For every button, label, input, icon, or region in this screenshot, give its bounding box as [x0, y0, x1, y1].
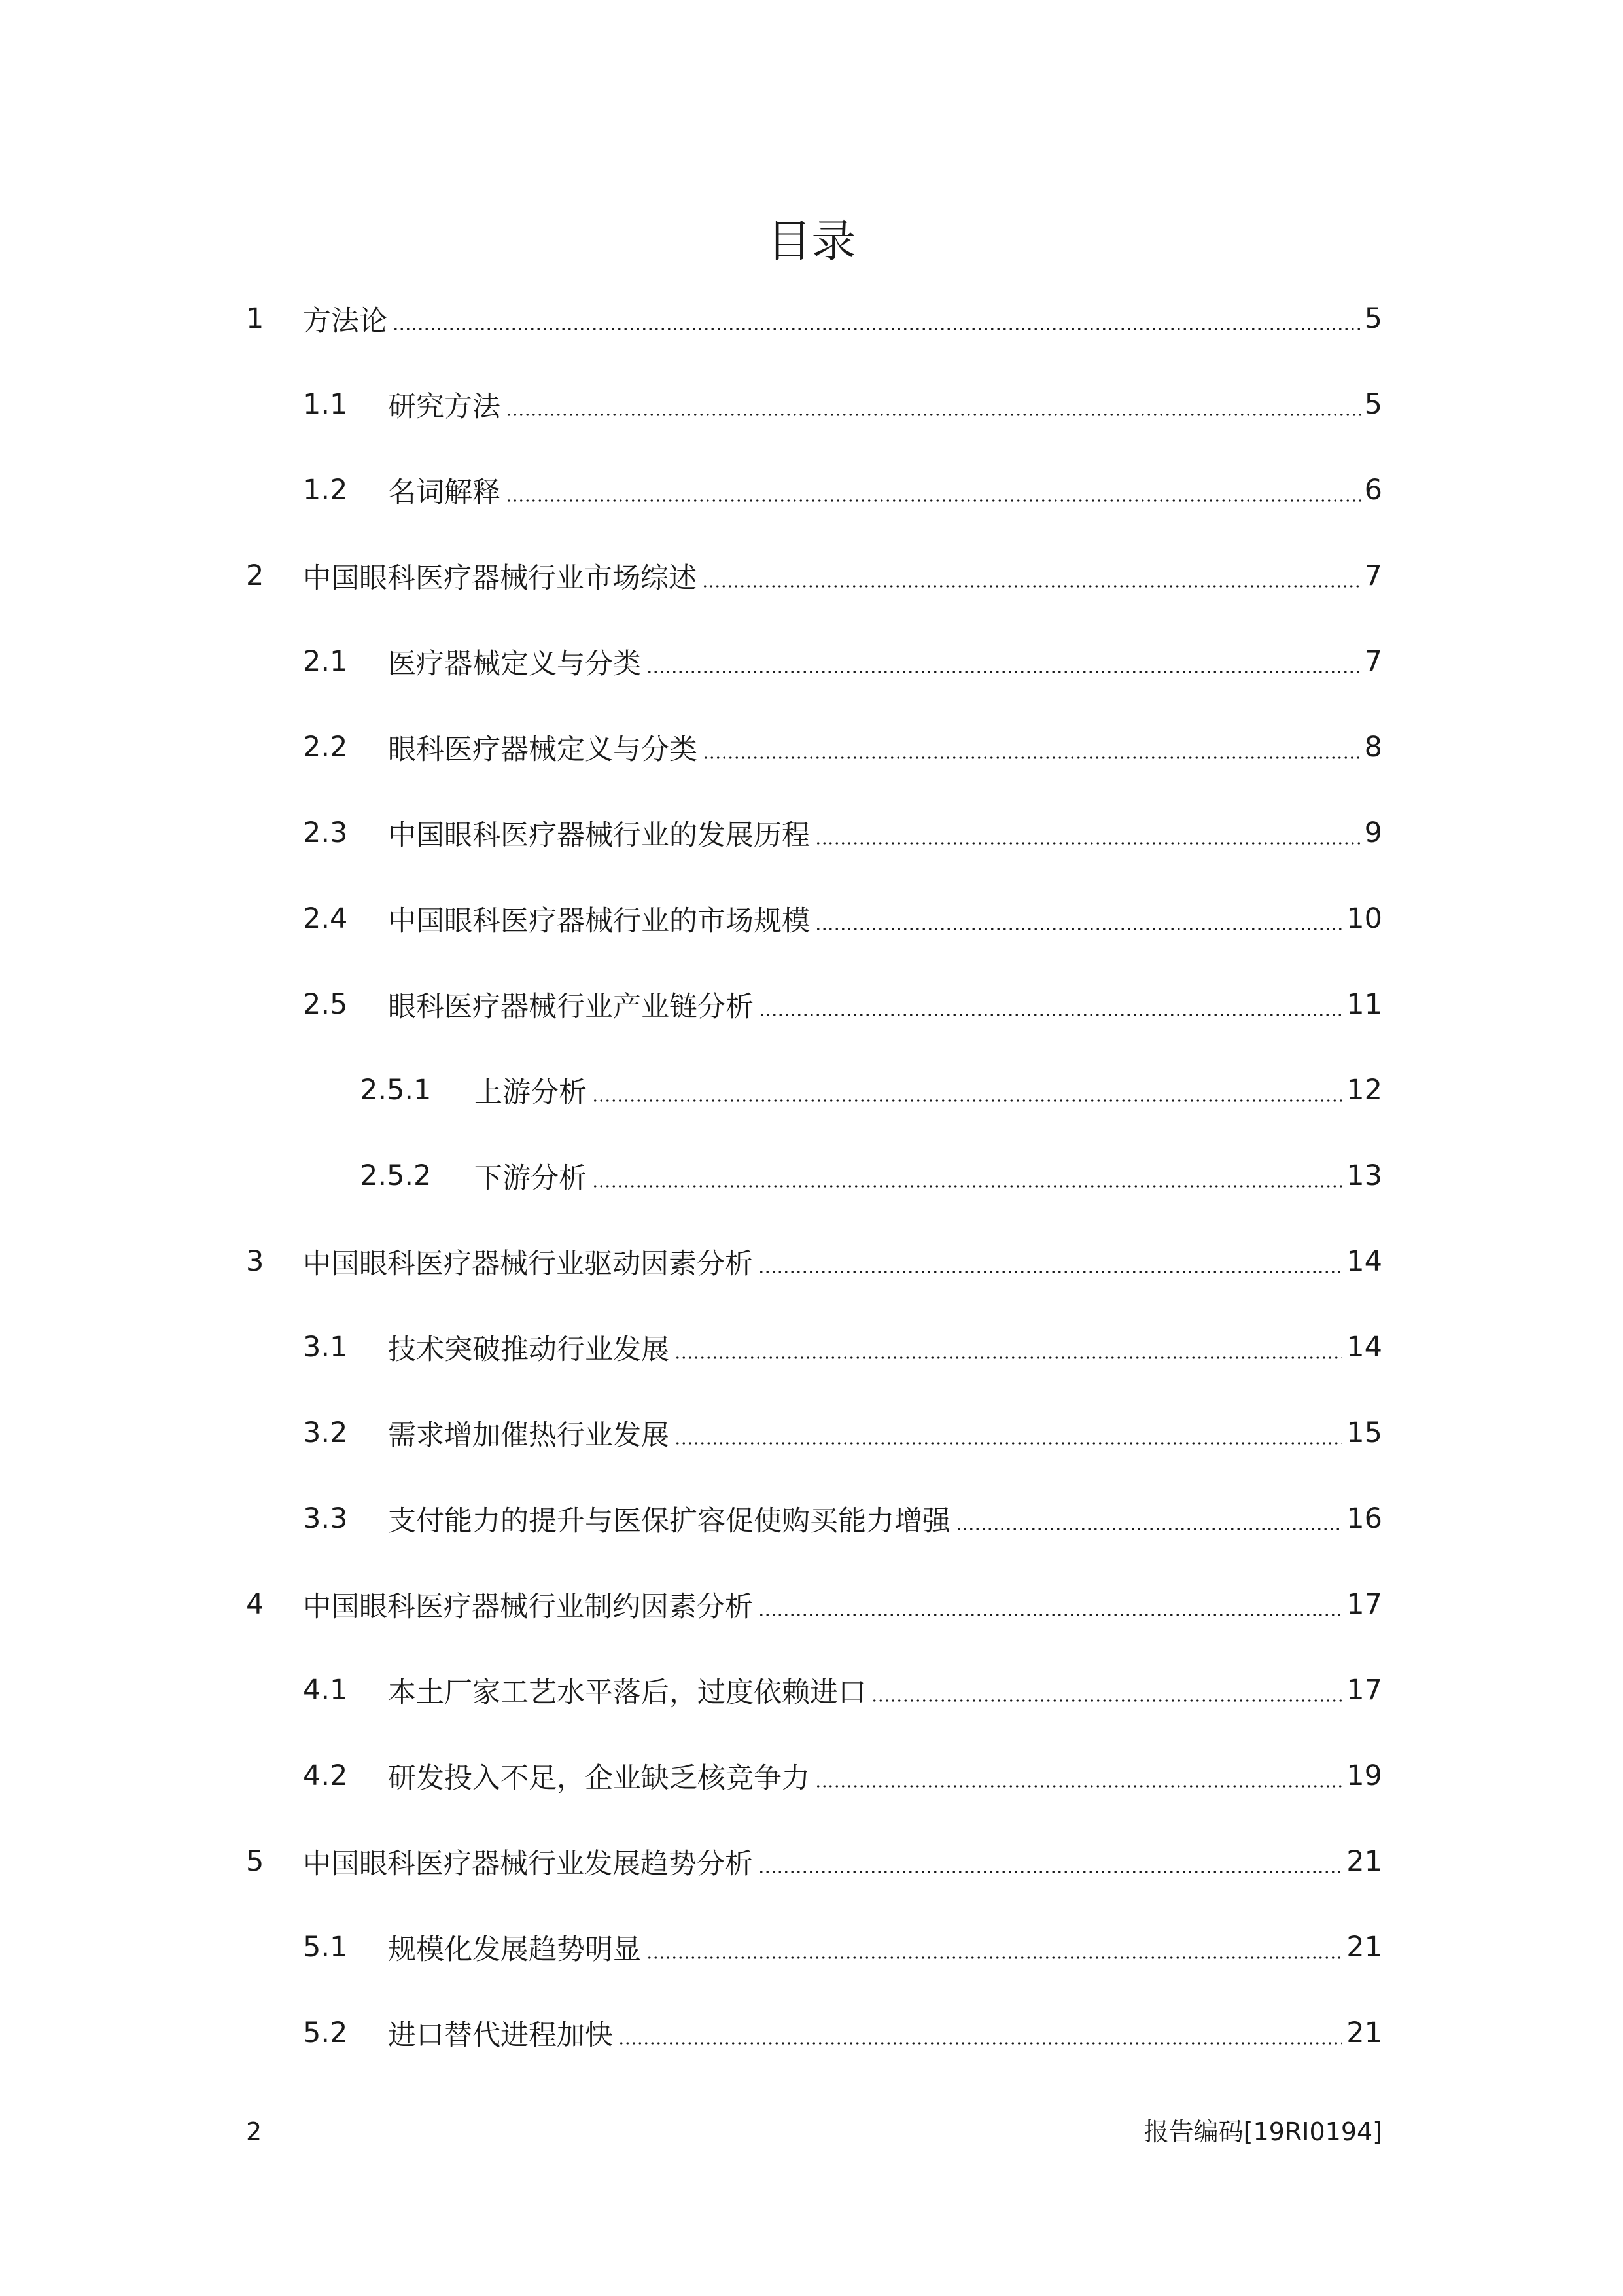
toc-entry-title: 研发投入不足，企业缺乏核竞争力 [388, 1761, 810, 1795]
toc-entry-2-4[interactable] [303, 892, 1382, 945]
toc-leader-dots [758, 1614, 1342, 1616]
toc-entry-5-2[interactable] [303, 2007, 1382, 2059]
toc-entry-page: 5 [1364, 302, 1382, 335]
toc-entry-page: 7 [1364, 559, 1382, 592]
toc-leader-dots [758, 1271, 1342, 1273]
toc-entry-page: 12 [1346, 1074, 1382, 1106]
toc-entry-1-2[interactable] [303, 464, 1382, 516]
toc-leader-dots [592, 1185, 1342, 1188]
toc-leader-dots [506, 499, 1361, 502]
toc-entry-3[interactable] [246, 1235, 1382, 1288]
toc-entry-1-1[interactable] [303, 378, 1382, 431]
toc-leader-dots [646, 1956, 1342, 1959]
toc-entry-title: 眼科医疗器械行业产业链分析 [388, 990, 754, 1023]
toc-entry-title: 研究方法 [388, 390, 500, 423]
toc-entry-page: 14 [1346, 1331, 1382, 1364]
toc-entry-number: 2.3 [303, 817, 348, 849]
toc-leader-dots [674, 1442, 1342, 1445]
toc-entry-title: 上游分析 [474, 1076, 587, 1109]
toc-entry-2-3[interactable] [303, 807, 1382, 859]
toc-entry-3-3[interactable] [303, 1492, 1382, 1545]
toc-entry-number: 3.1 [303, 1331, 348, 1364]
toc-entry-4-2[interactable] [303, 1750, 1382, 1802]
toc-entry-page: 15 [1346, 1417, 1382, 1449]
page-title: 目录 [767, 216, 856, 268]
toc-entry-number: 5.2 [303, 2017, 348, 2049]
toc-entry-2-5-1[interactable] [360, 1064, 1382, 1116]
toc-leader-dots [815, 842, 1361, 845]
toc-entry-2-5[interactable] [303, 978, 1382, 1031]
toc-entry-title: 中国眼科医疗器械行业驱动因素分析 [303, 1247, 753, 1280]
toc-leader-dots [506, 414, 1361, 416]
toc-entry-page: 5 [1364, 388, 1382, 421]
toc-entry-number: 2.2 [303, 731, 348, 764]
toc-entry-number: 2 [246, 559, 264, 592]
toc-entry-title: 本土厂家工艺水平落后，过度依赖进口 [388, 1676, 866, 1709]
toc-leader-dots [592, 1099, 1342, 1102]
toc-leader-dots [815, 1785, 1342, 1788]
toc-leader-dots [956, 1528, 1342, 1530]
toc-entry-title: 下游分析 [474, 1161, 587, 1195]
toc-entry-page: 6 [1364, 474, 1382, 506]
toc-entry-number: 2.5.1 [360, 1074, 432, 1106]
toc-entry-page: 19 [1346, 1759, 1382, 1792]
toc-entry-number: 1.2 [303, 474, 348, 506]
toc-entry-number: 3 [246, 1245, 264, 1278]
toc-entry-page: 17 [1346, 1588, 1382, 1621]
toc-entry-1[interactable] [246, 292, 1382, 345]
toc-entry-number: 1 [246, 302, 264, 335]
toc-entry-title: 技术突破推动行业发展 [388, 1333, 669, 1366]
toc-entry-title: 医疗器械定义与分类 [388, 647, 641, 680]
toc-entry-page: 10 [1346, 902, 1382, 935]
toc-entry-3-1[interactable] [303, 1321, 1382, 1373]
toc-entry-page: 21 [1346, 1845, 1382, 1878]
toc-entry-title: 眼科医疗器械定义与分类 [388, 733, 697, 766]
toc-leader-dots [618, 2042, 1342, 2045]
toc-leader-dots [703, 756, 1361, 759]
toc-leader-dots [674, 1356, 1342, 1359]
toc-leader-dots [815, 928, 1342, 930]
toc-entry-title: 中国眼科医疗器械行业市场综述 [303, 561, 697, 595]
toc-entry-title: 进口替代进程加快 [388, 2019, 613, 2052]
toc-entry-title: 规模化发展趋势明显 [388, 1933, 641, 1966]
toc-entry-page: 16 [1346, 1502, 1382, 1535]
toc-entry-page: 13 [1346, 1159, 1382, 1192]
toc-entry-2-1[interactable] [303, 635, 1382, 688]
toc-entry-page: 17 [1346, 1674, 1382, 1706]
toc-entry-title: 方法论 [303, 304, 387, 338]
toc-entry-page: 21 [1346, 2017, 1382, 2049]
toc-entry-number: 5.1 [303, 1931, 348, 1964]
toc-entry-title: 名词解释 [388, 476, 500, 509]
toc-entry-title: 中国眼科医疗器械行业的市场规模 [388, 904, 810, 938]
toc-entry-2[interactable] [246, 550, 1382, 602]
toc-leader-dots [646, 671, 1361, 673]
toc-entry-title: 中国眼科医疗器械行业的发展历程 [388, 819, 810, 852]
toc-entry-3-2[interactable] [303, 1407, 1382, 1459]
toc-entry-5[interactable] [246, 1835, 1382, 1888]
toc-leader-dots [758, 1871, 1342, 1873]
toc-entry-2-5-2[interactable] [360, 1150, 1382, 1202]
toc-entry-2-2[interactable] [303, 721, 1382, 773]
toc-entry-page: 8 [1364, 731, 1382, 764]
toc-entry-number: 2.5.2 [360, 1159, 432, 1192]
toc-entry-number: 3.2 [303, 1417, 348, 1449]
toc-entry-number: 2.1 [303, 645, 348, 678]
toc-entry-number: 4 [246, 1588, 264, 1621]
toc-entry-page: 7 [1364, 645, 1382, 678]
toc-entry-number: 4.1 [303, 1674, 348, 1706]
toc-leader-dots [759, 1014, 1342, 1016]
toc-entry-number: 3.3 [303, 1502, 348, 1535]
toc-entry-title: 需求增加催热行业发展 [388, 1419, 669, 1452]
toc-entry-number: 2.4 [303, 902, 348, 935]
toc-leader-dots [393, 328, 1361, 330]
toc-entry-title: 支付能力的提升与医保扩容促使购买能力增强 [388, 1504, 951, 1538]
footer-page-number: 2 [246, 2117, 262, 2146]
footer-report-code: 报告编码[19RI0194] [1143, 2117, 1382, 2146]
toc-entry-number: 1.1 [303, 388, 348, 421]
toc-leader-dots [702, 585, 1361, 588]
toc-entry-page: 11 [1346, 988, 1382, 1021]
toc-entry-page: 21 [1346, 1931, 1382, 1964]
toc-entry-page: 14 [1346, 1245, 1382, 1278]
toc-leader-dots [871, 1699, 1342, 1702]
toc-entry-4[interactable] [246, 1578, 1382, 1631]
toc-entry-number: 4.2 [303, 1759, 348, 1792]
toc-entry-5-1[interactable] [303, 1921, 1382, 1973]
toc-entry-number: 5 [246, 1845, 264, 1878]
toc-entry-number: 2.5 [303, 988, 348, 1021]
toc-entry-4-1[interactable] [303, 1664, 1382, 1716]
toc-entry-page: 9 [1364, 817, 1382, 849]
toc-entry-title: 中国眼科医疗器械行业制约因素分析 [303, 1590, 753, 1623]
toc-entry-title: 中国眼科医疗器械行业发展趋势分析 [303, 1847, 753, 1881]
